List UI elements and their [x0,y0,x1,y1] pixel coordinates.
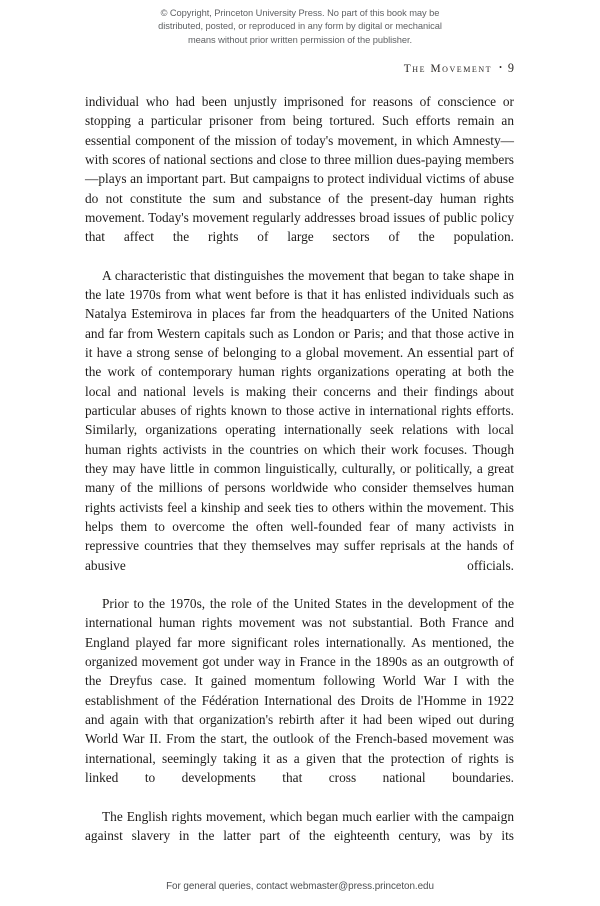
running-head-chapter-title: The Movement [403,63,493,75]
running-head-separator: • [499,63,502,72]
copyright-line-2: distributed, posted, or reproduced in any form by digital or mechanical [158,21,442,32]
running-head [85,61,514,76]
body-paragraph: A characteristic that distinguishes the movement that began to take shape in the late 1970s from what went before is that it has enlisted individuals such as Natalya Estemirova in places far from the headquarters of the United Nations and far from Western capitals such as London or Paris; and that those active in it have a strong sense of belonging to a global movement. An essential part of the work of contemporary human rights organizations operating at both the local and national levels is making their concerns and their findings about particular abuses of rights known to those active in international rights efforts. Similarly, organizations operating internationally seek relations with local human rights activists in the countries on which their work focuses. Though they may have little in common linguistically, culturally, or politically, a great many of the millions of persons worldwide who consider themselves human rights activists feel a kinship and seek ties to others within the movement. This helps them to overcome the often well-founded fear of many activists in repressive countries that they themselves may suffer reprisals at the hands of abusive officials. [85,267,514,573]
body-paragraph: Prior to the 1970s, the role of the United States in the development of the international human rights movement was not substantial. Both France and England played far more significant roles internationally. As mentioned, the organized movement got under way in France in the 1890s as an outgrowth of the Dreyfus case. It gained momentum following World War I with the establishment of the Fédération International des Droits de l'Homme in 1922 and again with that organization's rebirth after it had been wiped out during World War II. From the start, the outlook of the French-based movement was international, seemingly taking it as a given that the protection of rights is linked to developments that cross national boundaries. [85,596,514,785]
page-footer [0,881,600,892]
page-number: 9 [507,61,514,75]
copyright-line-3: means without prior written permission of the publisher. [187,34,413,45]
body-paragraph: individual who had been unjustly imprisoned for reasons of conscience or stopping a particular prisoner from being tortured. Such efforts remain an essential component of the mission of today's movement, in which Amnesty—with scores of national sections and close to three million dues-paying members—plays an important part. But campaigns to protect individual victims of abuse do not constitute the sum and substance of the present-day human rights movement. Today's movement regularly addresses broad issues of public policy that affect the rights of large sectors of the population. [85,94,514,245]
copyright-notice [0,7,600,47]
copyright-line-1: © Copyright, Princeton University Press. No part of this book may be [160,8,440,18]
body-text-column [85,92,514,865]
body-paragraph: The English rights movement, which began much earlier with the campaign against slavery in the latter part of the eighteenth century, was by its [85,808,514,843]
footer-text: For general queries, contact webmaster@press.princeton.edu [166,881,434,892]
